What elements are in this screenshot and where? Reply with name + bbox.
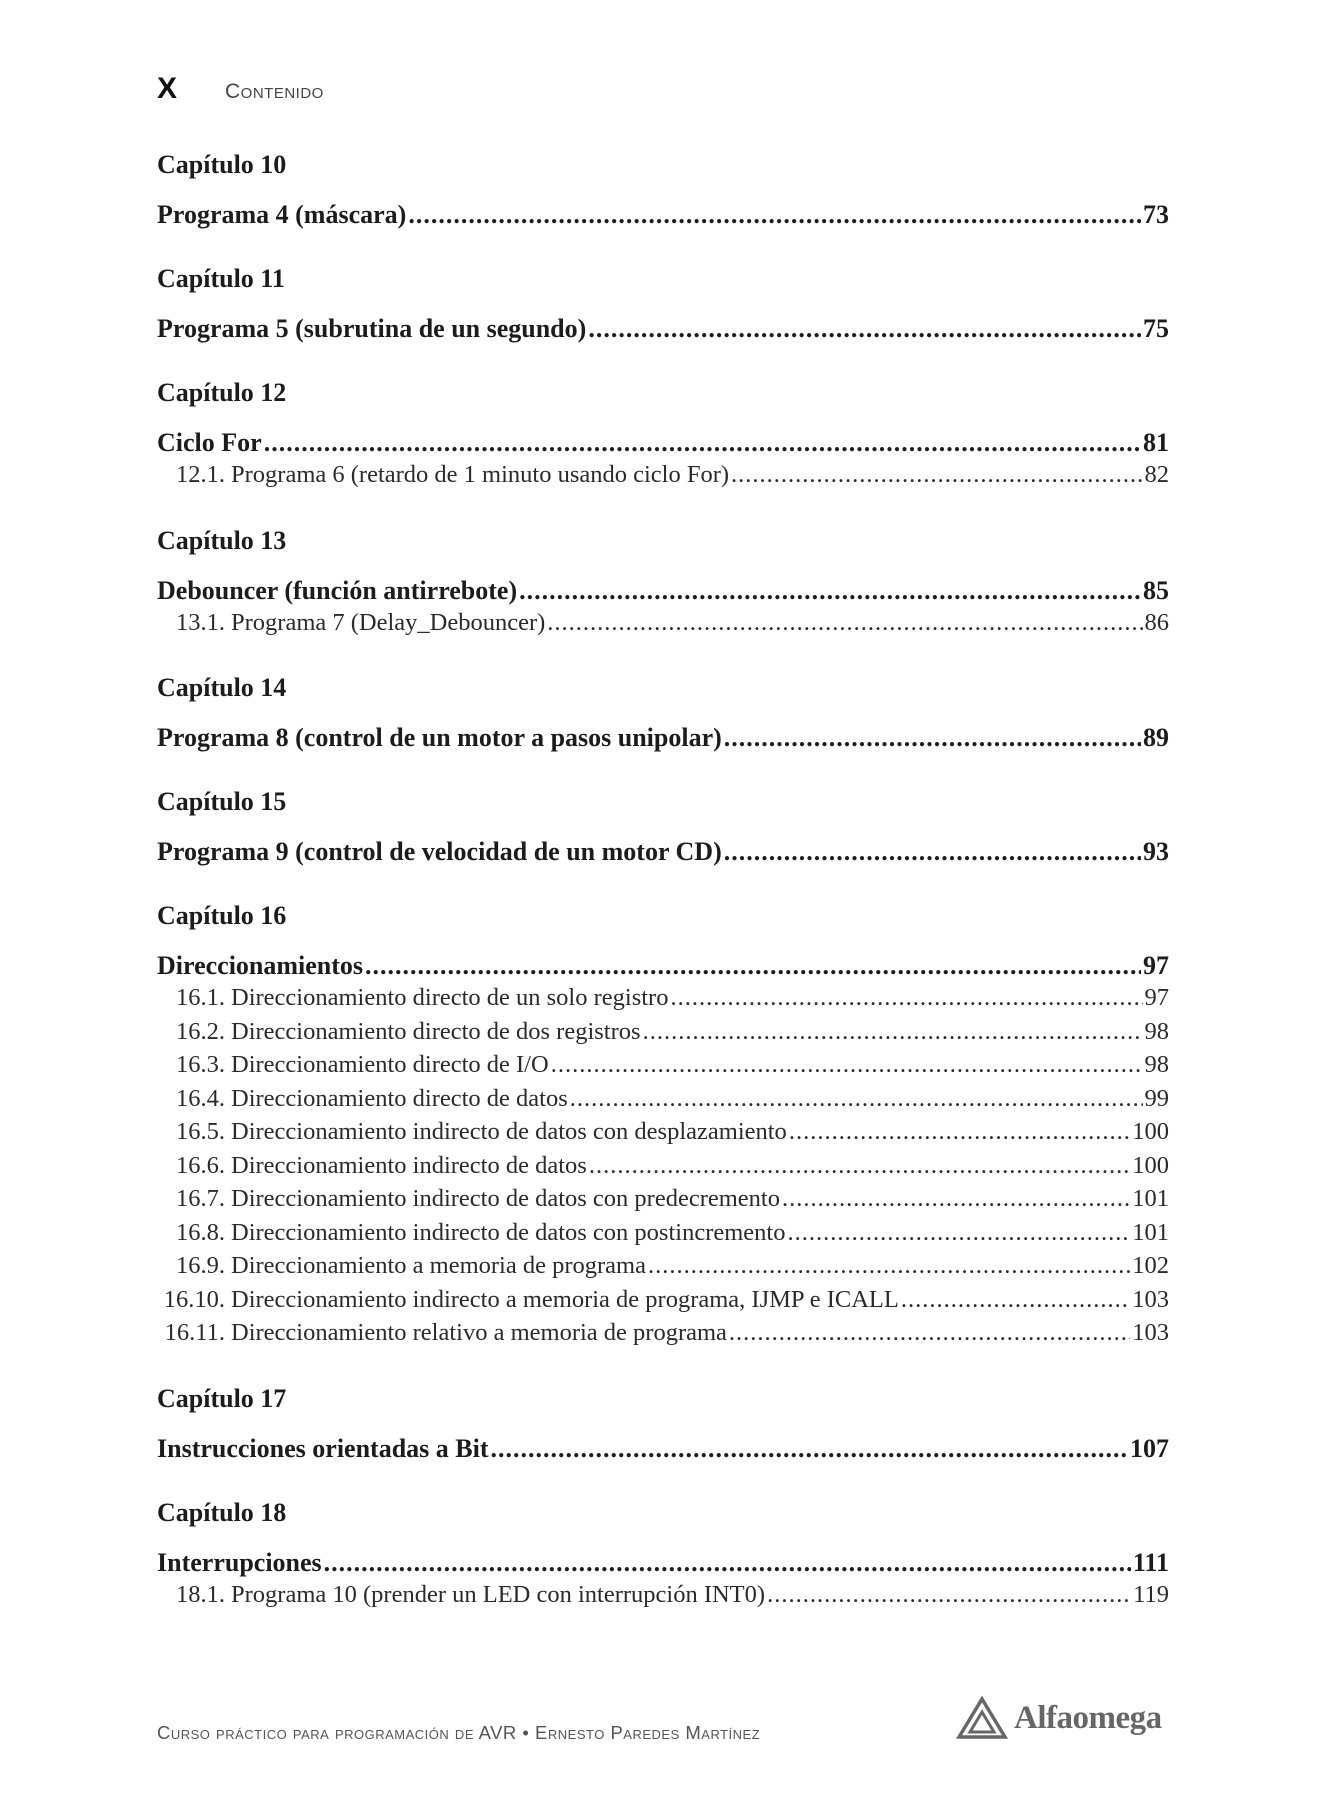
section-number: 13.1. [176,608,225,636]
entry-title: Direccionamiento indirecto a memoria de programa, IJMP e ICALL [231,1285,899,1313]
entry-title: Direccionamiento indirecto de datos [231,1151,587,1179]
dot-leader [588,314,1141,344]
toc-sub-entry[interactable] [157,1578,1169,1612]
entry-page-number: 89 [1143,723,1169,752]
alfaomega-triangle-icon [956,1696,1008,1740]
dot-leader [365,951,1141,981]
sub-entry-label [157,1316,727,1350]
dot-leader [767,1578,1131,1612]
chapter-heading: Capítulo 14 [157,673,287,702]
entry-page-number: 103 [1132,1319,1169,1346]
dot-leader [648,1249,1130,1283]
publisher-logo [956,1696,1162,1740]
section-number: 16.1. [176,984,225,1011]
dot-leader [724,837,1141,867]
dot-leader [789,1115,1130,1149]
toc-main-entry[interactable] [157,951,1169,981]
toc-main-entry[interactable] [157,1434,1169,1464]
dot-leader [782,1182,1130,1216]
entry-page-number: 93 [1143,837,1169,866]
toc-chapter-block [157,264,1169,344]
dot-leader [787,1216,1130,1250]
toc-sub-entry[interactable] [157,1216,1169,1250]
section-number: 16.2. [176,1017,225,1045]
entry-title: Debouncer (función antirrebote) [157,575,518,605]
entry-title: Programa 7 (Delay_Debouncer) [231,608,546,636]
entry-title: Direccionamiento indirecto de datos con postincremento [231,1218,786,1246]
section-number: 16.3. [176,1051,225,1078]
chapter-heading: Capítulo 18 [157,1497,287,1527]
section-number: 16.5. [176,1118,225,1145]
section-number: 12.1. [176,461,225,488]
entry-page-number: 98 [1144,1051,1169,1078]
toc-chapter-block [157,1498,1169,1612]
entry-page-number: 103 [1132,1285,1169,1313]
toc-main-entry[interactable] [157,1548,1169,1578]
dot-leader [724,723,1141,753]
toc-sub-entry[interactable] [157,606,1169,640]
dot-leader [491,1434,1129,1464]
sub-entry-label [157,1249,646,1283]
entry-title: Direccionamiento indirecto de datos con desplazamiento [231,1118,787,1145]
dot-leader [643,1015,1143,1049]
entry-page-number: 81 [1143,428,1169,457]
section-title: Contenido [225,80,324,103]
entry-page-number: 85 [1143,575,1169,605]
toc-main-entry[interactable] [157,837,1169,867]
sub-entry-label [157,1149,587,1183]
entry-page-number: 101 [1132,1185,1169,1212]
entry-page-number: 97 [1144,984,1169,1011]
chapter-heading: Capítulo 17 [157,1383,287,1413]
entry-title: Direccionamiento directo de un solo registro [231,984,669,1011]
dot-leader [731,458,1142,492]
sub-entry-label [157,1182,780,1216]
entry-page-number: 101 [1132,1218,1169,1246]
sub-entry-label [157,1216,785,1250]
chapter-heading: Capítulo 15 [157,787,287,816]
footer-text: Curso práctico para programación de AVR • Ernesto Paredes Martínez [157,1722,761,1743]
chapter-heading: Capítulo 13 [157,525,287,555]
toc-sub-entry[interactable] [157,1249,1169,1283]
entry-title: Ciclo For [157,428,262,457]
page-number: X [157,72,178,105]
section-number: 16.8. [176,1218,225,1246]
entry-page-number: 97 [1143,951,1169,980]
entry-title: Instrucciones orientadas a Bit [157,1433,489,1463]
dot-leader [519,576,1141,606]
dot-leader [408,200,1141,230]
dot-leader [670,981,1142,1015]
toc-sub-entry[interactable] [157,1115,1169,1149]
section-number: 18.1. [176,1580,225,1608]
toc-main-entry[interactable] [157,428,1169,458]
dot-leader [729,1316,1130,1350]
entry-title: Interrupciones [157,1547,322,1577]
toc-sub-entry[interactable] [157,1283,1169,1317]
sub-entry-label [157,1082,568,1116]
sub-entry-label [157,1115,787,1149]
toc-sub-entry[interactable] [157,1316,1169,1350]
entry-title: Programa 10 (prender un LED con interrupción INT0) [231,1580,766,1608]
dot-leader [589,1149,1130,1183]
entry-page-number: 98 [1144,1017,1169,1045]
entry-page-number: 86 [1144,608,1169,636]
section-number: 16.7. [176,1185,225,1212]
publisher-name: Alfaomega [1014,1699,1162,1736]
toc-main-entry[interactable] [157,200,1169,230]
toc-chapter-block [157,378,1169,492]
sub-entry-label [157,1048,549,1082]
sub-entry-label [157,981,668,1015]
toc-sub-entry[interactable] [157,1048,1169,1082]
dot-leader [264,428,1141,458]
entry-page-number: 111 [1132,1547,1169,1577]
entry-title: Direccionamiento directo de dos registros [231,1017,641,1045]
entry-page-number: 100 [1132,1151,1169,1179]
toc-chapter-block [157,526,1169,640]
toc-sub-entry[interactable] [157,1182,1169,1216]
toc-main-entry[interactable] [157,314,1169,344]
entry-page-number: 73 [1143,200,1169,229]
section-number: 16.6. [176,1151,225,1179]
running-header [157,72,324,106]
entry-title: Direccionamiento directo de I/O [231,1051,549,1078]
dot-leader [901,1283,1130,1317]
toc-sub-entry[interactable] [157,1015,1169,1049]
toc-chapter-block [157,901,1169,1350]
entry-page-number: 99 [1144,1084,1169,1112]
entry-page-number: 75 [1143,314,1169,343]
entry-title: Programa 5 (subrutina de un segundo) [157,314,587,343]
toc-chapter-block [157,787,1169,867]
chapter-heading: Capítulo 16 [157,901,287,930]
toc-chapter-block [157,1384,1169,1464]
entry-title: Direccionamiento a memoria de programa [231,1252,646,1279]
entry-title: Programa 4 (máscara) [157,200,407,229]
section-number: 16.9. [176,1252,225,1279]
entry-title: Programa 6 (retardo de 1 minuto usando ciclo For) [231,461,730,488]
sub-entry-label [157,1578,765,1612]
sub-entry-label [157,606,545,640]
toc-sub-entry[interactable] [157,458,1169,492]
entry-page-number: 102 [1132,1252,1169,1279]
chapter-heading: Capítulo 10 [157,150,287,179]
sub-entry-label [157,1283,899,1317]
section-number: 16.11. [164,1319,225,1346]
entry-title: Direccionamiento relativo a memoria de programa [231,1319,727,1346]
entry-title: Direccionamientos [157,951,364,980]
toc-sub-entry[interactable] [157,1149,1169,1183]
toc-sub-entry[interactable] [157,1082,1169,1116]
dot-leader [570,1082,1143,1116]
entry-page-number: 100 [1132,1118,1169,1145]
toc-chapter-block [157,673,1169,753]
entry-title: Programa 8 (control de un motor a pasos unipolar) [157,723,722,752]
entry-title: Direccionamiento indirecto de datos con predecremento [231,1185,780,1212]
entry-page-number: 82 [1144,461,1169,488]
entry-page-number: 119 [1133,1580,1169,1608]
toc-main-entry[interactable] [157,576,1169,606]
entry-title: Direccionamiento directo de datos [231,1084,568,1112]
chapter-heading: Capítulo 12 [157,378,287,407]
dot-leader [324,1548,1131,1578]
entry-title: Programa 9 (control de velocidad de un motor CD) [157,837,722,866]
sub-entry-label [157,1015,641,1049]
toc-chapter-block [157,150,1169,230]
sub-entry-label [157,458,729,492]
section-number: 16.10. [163,1285,225,1313]
toc-main-entry[interactable] [157,723,1169,753]
table-of-contents [157,150,1169,1645]
dot-leader [551,1048,1143,1082]
toc-sub-entry[interactable] [157,981,1169,1015]
dot-leader [547,606,1142,640]
chapter-heading: Capítulo 11 [157,264,285,293]
entry-page-number: 107 [1130,1433,1169,1463]
section-number: 16.4. [176,1084,225,1112]
